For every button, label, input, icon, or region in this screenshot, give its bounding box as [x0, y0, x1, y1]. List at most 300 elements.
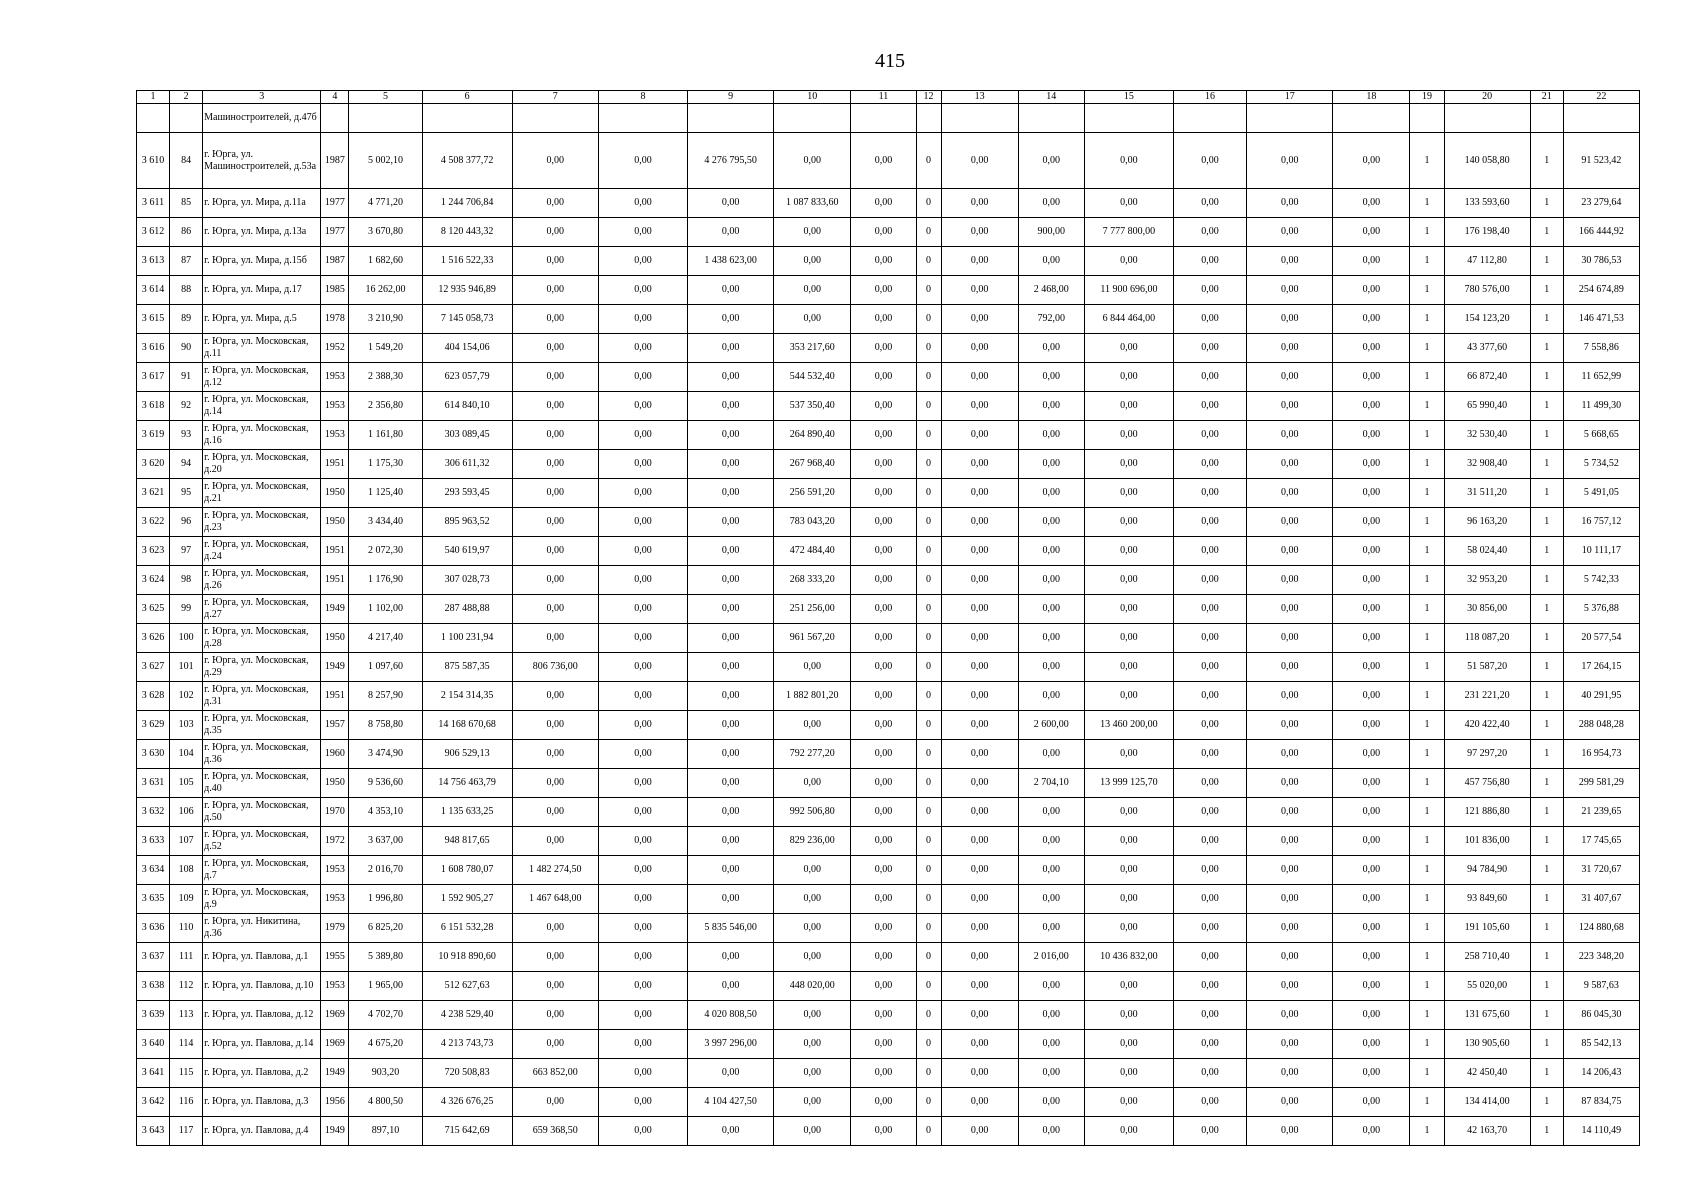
table-cell: 105	[170, 769, 203, 798]
table-cell: 0,00	[1247, 798, 1333, 827]
table-row	[137, 914, 1640, 943]
table-cell: 0,00	[1018, 624, 1084, 653]
table-cell: 7 145 058,73	[422, 305, 512, 334]
table-cell: 0,00	[851, 1001, 916, 1030]
table-cell: 0,00	[598, 537, 687, 566]
table-cell: 1953	[321, 972, 349, 1001]
table-cell: 3 632	[137, 798, 170, 827]
table-cell: 0,00	[1333, 943, 1410, 972]
table-cell: 0,00	[1173, 595, 1246, 624]
table-cell: 0,00	[1173, 305, 1246, 334]
table-cell: 58 024,40	[1444, 537, 1530, 566]
table-cell: 1 682,60	[349, 247, 422, 276]
table-cell: 623 057,79	[422, 363, 512, 392]
table-cell: 0,00	[598, 479, 687, 508]
table-cell: 0,00	[941, 334, 1018, 363]
table-cell: 1 244 706,84	[422, 189, 512, 218]
address-cell: г. Юрга, ул. Московская, д.29	[203, 653, 321, 682]
address-cell: г. Юрга, ул. Мира, д.13а	[203, 218, 321, 247]
table-cell: 0,00	[1084, 624, 1173, 653]
column-number: 20	[1444, 91, 1530, 104]
table-cell: 0,00	[1247, 247, 1333, 276]
table-cell: 0,00	[1333, 247, 1410, 276]
table-cell: 65 990,40	[1444, 392, 1530, 421]
table-row	[137, 798, 1640, 827]
table-cell: 0,00	[1247, 740, 1333, 769]
table-cell: 0	[916, 769, 941, 798]
table-row	[137, 218, 1640, 247]
page-number: 415	[875, 50, 905, 72]
table-row	[137, 856, 1640, 885]
table-cell: 0,00	[598, 827, 687, 856]
table-cell: 0,00	[1173, 218, 1246, 247]
table-cell: 0,00	[851, 856, 916, 885]
table-cell: 1952	[321, 334, 349, 363]
table-cell: 1	[1530, 508, 1563, 537]
table-cell: 0,00	[1018, 740, 1084, 769]
table-cell: 897,10	[349, 1117, 422, 1146]
table-cell: 0,00	[1173, 1001, 1246, 1030]
table-cell: 0,00	[1084, 798, 1173, 827]
table-cell: 0,00	[512, 682, 598, 711]
table-cell: 0,00	[941, 189, 1018, 218]
table-cell: 1	[1410, 653, 1444, 682]
table-cell: 1	[1410, 740, 1444, 769]
table-cell: 0,00	[851, 1117, 916, 1146]
table-cell: 32 530,40	[1444, 421, 1530, 450]
table-cell: 0,00	[1173, 334, 1246, 363]
table-cell: 0,00	[1084, 1030, 1173, 1059]
table-cell: 0,00	[941, 566, 1018, 595]
table-cell: 0,00	[512, 537, 598, 566]
table-cell: 0,00	[941, 508, 1018, 537]
table-cell: 0,00	[1173, 653, 1246, 682]
table-cell: 267 968,40	[774, 450, 851, 479]
table-cell: 0	[916, 392, 941, 421]
table-cell: 0,00	[512, 305, 598, 334]
table-cell: 1	[1530, 189, 1563, 218]
address-cell: г. Юрга, ул. Машиностроителей, д.53а	[203, 133, 321, 189]
table-cell: 0	[916, 363, 941, 392]
table-cell: 3 617	[137, 363, 170, 392]
table-cell: 1	[1410, 1001, 1444, 1030]
table-cell: 3 643	[137, 1117, 170, 1146]
table-cell: 0,00	[1018, 1059, 1084, 1088]
table-cell: 4 771,20	[349, 189, 422, 218]
table-cell: 1 100 231,94	[422, 624, 512, 653]
table-cell: 93 849,60	[1444, 885, 1530, 914]
table-cell: 0	[916, 421, 941, 450]
table-cell: 0,00	[598, 972, 687, 1001]
table-cell: 1	[1530, 479, 1563, 508]
column-number: 7	[512, 91, 598, 104]
table-cell: 0,00	[688, 740, 774, 769]
table-cell: 88	[170, 276, 203, 305]
table-cell: 0,00	[1333, 334, 1410, 363]
table-cell: 0,00	[774, 276, 851, 305]
table-cell: 1 549,20	[349, 334, 422, 363]
table-cell: 659 368,50	[512, 1117, 598, 1146]
table-cell: 118 087,20	[1444, 624, 1530, 653]
table-cell: 1	[1410, 943, 1444, 972]
table-cell: 0,00	[1018, 914, 1084, 943]
table-cell: 0,00	[941, 972, 1018, 1001]
table-cell: 0,00	[598, 508, 687, 537]
table-cell: 0,00	[598, 363, 687, 392]
table-cell: 0,00	[851, 972, 916, 1001]
address-cell: г. Юрга, ул. Московская, д.26	[203, 566, 321, 595]
table-cell: 0,00	[941, 682, 1018, 711]
table-cell: 42 163,70	[1444, 1117, 1530, 1146]
address-cell: г. Юрга, ул. Павлова, д.12	[203, 1001, 321, 1030]
table-cell: 166 444,92	[1563, 218, 1639, 247]
table-cell: 3 611	[137, 189, 170, 218]
continuation-row	[137, 104, 1640, 133]
table-cell: 0,00	[941, 247, 1018, 276]
table-cell: 0,00	[1247, 537, 1333, 566]
table-cell: 0,00	[1247, 972, 1333, 1001]
table-cell: 101 836,00	[1444, 827, 1530, 856]
table-cell: 1	[1410, 595, 1444, 624]
table-cell: 404 154,06	[422, 334, 512, 363]
table-cell: 84	[170, 133, 203, 189]
table-cell: 0,00	[598, 653, 687, 682]
table-cell: 0,00	[1084, 537, 1173, 566]
table-cell: 0	[916, 653, 941, 682]
table-row	[137, 450, 1640, 479]
table-cell: 0,00	[851, 566, 916, 595]
table-cell: 0,00	[1333, 363, 1410, 392]
table-cell: 806 736,00	[512, 653, 598, 682]
table-cell: 1950	[321, 624, 349, 653]
table-cell: 0	[916, 943, 941, 972]
table-cell: 0,00	[1084, 827, 1173, 856]
table-cell: 96 163,20	[1444, 508, 1530, 537]
table-row	[137, 305, 1640, 334]
table-cell: 109	[170, 885, 203, 914]
table-cell: 0,00	[1018, 508, 1084, 537]
table-cell: 0,00	[1247, 133, 1333, 189]
table-cell: 0,00	[941, 711, 1018, 740]
table-cell: 0,00	[1173, 363, 1246, 392]
table-cell: 0,00	[1173, 1117, 1246, 1146]
table-cell: 3 618	[137, 392, 170, 421]
table-cell: 0	[916, 624, 941, 653]
table-cell: 0,00	[512, 943, 598, 972]
table-cell: 0,00	[851, 914, 916, 943]
table-row	[137, 972, 1640, 1001]
table-cell: 306 611,32	[422, 450, 512, 479]
table-cell: 0	[916, 1001, 941, 1030]
table-cell: 6 151 532,28	[422, 914, 512, 943]
table-cell: 0,00	[1173, 1030, 1246, 1059]
table-cell: 3 620	[137, 450, 170, 479]
table-cell: 0,00	[1247, 334, 1333, 363]
table-cell: 1957	[321, 711, 349, 740]
table-cell: 1	[1530, 334, 1563, 363]
table-cell: 0,00	[774, 653, 851, 682]
table-cell: 264 890,40	[774, 421, 851, 450]
table-cell: 0,00	[598, 1030, 687, 1059]
table-cell: 0,00	[598, 421, 687, 450]
table-cell: 0,00	[1173, 885, 1246, 914]
table-cell: 353 217,60	[774, 334, 851, 363]
table-cell: 0,00	[1247, 450, 1333, 479]
table-cell: 0,00	[1173, 972, 1246, 1001]
table-cell: 0,00	[941, 218, 1018, 247]
table-cell: 0,00	[688, 682, 774, 711]
table-cell: 17 745,65	[1563, 827, 1639, 856]
table-cell: 0,00	[1018, 595, 1084, 624]
table-cell: 0,00	[941, 943, 1018, 972]
table-cell: 3 623	[137, 537, 170, 566]
table-cell: 100	[170, 624, 203, 653]
address-cell: г. Юрга, ул. Московская, д.28	[203, 624, 321, 653]
table-cell: 1	[1410, 133, 1444, 189]
table-cell: 1979	[321, 914, 349, 943]
table-cell: 0,00	[688, 856, 774, 885]
column-number: 14	[1018, 91, 1084, 104]
table-cell: 1	[1530, 595, 1563, 624]
table-cell: 0,00	[1333, 885, 1410, 914]
address-cell: г. Юрга, ул. Мира, д.15б	[203, 247, 321, 276]
table-cell: 3 628	[137, 682, 170, 711]
table-cell: 0,00	[688, 566, 774, 595]
table-cell: 663 852,00	[512, 1059, 598, 1088]
table-cell: 0,00	[1333, 972, 1410, 1001]
column-number: 9	[688, 91, 774, 104]
table-cell: 900,00	[1018, 218, 1084, 247]
table-cell: 287 488,88	[422, 595, 512, 624]
table-cell: 191 105,60	[1444, 914, 1530, 943]
table-cell: 1953	[321, 856, 349, 885]
table-cell: 1	[1410, 827, 1444, 856]
table-cell: 0,00	[1018, 392, 1084, 421]
table-cell: 0,00	[851, 1030, 916, 1059]
table-cell: 0,00	[688, 972, 774, 1001]
table-row	[137, 624, 1640, 653]
table-cell: 10 111,17	[1563, 537, 1639, 566]
table-cell: 1	[1530, 856, 1563, 885]
table-cell: 0,00	[598, 276, 687, 305]
table-cell: 299 581,29	[1563, 769, 1639, 798]
table-cell: 133 593,60	[1444, 189, 1530, 218]
table-cell: 0,00	[1018, 682, 1084, 711]
table-cell: 0,00	[598, 769, 687, 798]
table-cell: 0,00	[512, 247, 598, 276]
column-number: 5	[349, 91, 422, 104]
column-number: 2	[170, 91, 203, 104]
address-cell: г. Юрга, ул. Московская, д.20	[203, 450, 321, 479]
address-cell: г. Юрга, ул. Московская, д.35	[203, 711, 321, 740]
table-cell: 17 264,15	[1563, 653, 1639, 682]
table-cell: 0,00	[941, 595, 1018, 624]
table-cell: 0,00	[851, 305, 916, 334]
table-cell: 0,00	[512, 798, 598, 827]
table-cell: 0,00	[688, 508, 774, 537]
table-cell: 1	[1410, 914, 1444, 943]
table-cell: 9 587,63	[1563, 972, 1639, 1001]
table-cell: 0,00	[851, 1059, 916, 1088]
table-cell: 4 326 676,25	[422, 1088, 512, 1117]
table-cell: 1	[1410, 682, 1444, 711]
table-cell: 0,00	[512, 479, 598, 508]
table-cell: 0,00	[941, 624, 1018, 653]
column-number: 11	[851, 91, 916, 104]
table-cell: 992 506,80	[774, 798, 851, 827]
table-cell: 0	[916, 827, 941, 856]
table-cell: 0,00	[512, 769, 598, 798]
table-cell: 961 567,20	[774, 624, 851, 653]
table-cell: 0,00	[688, 943, 774, 972]
table-cell: 457 756,80	[1444, 769, 1530, 798]
table-cell: 0,00	[1247, 653, 1333, 682]
table-cell: 0,00	[851, 769, 916, 798]
table-cell: 3 636	[137, 914, 170, 943]
table-cell: 1	[1410, 363, 1444, 392]
table-cell: 0,00	[688, 798, 774, 827]
table-cell: 3 634	[137, 856, 170, 885]
table-cell: 0,00	[1084, 363, 1173, 392]
table-cell: 0,00	[688, 450, 774, 479]
table-cell: 0,00	[851, 943, 916, 972]
table-cell: 1950	[321, 769, 349, 798]
table-cell: 1987	[321, 247, 349, 276]
table-cell: 223 348,20	[1563, 943, 1639, 972]
table-cell: 1 135 633,25	[422, 798, 512, 827]
table-cell: 87	[170, 247, 203, 276]
table-cell: 0,00	[941, 885, 1018, 914]
table-cell: 0,00	[1247, 914, 1333, 943]
table-cell: 11 652,99	[1563, 363, 1639, 392]
table-row	[137, 653, 1640, 682]
table-cell: 99	[170, 595, 203, 624]
address-cell: г. Юрга, ул. Московская, д.40	[203, 769, 321, 798]
table-cell: 0,00	[941, 798, 1018, 827]
table-cell: 4 276 795,50	[688, 133, 774, 189]
table-cell: 0,00	[1084, 653, 1173, 682]
table-cell: 420 422,40	[1444, 711, 1530, 740]
table-cell: 0,00	[941, 479, 1018, 508]
table-cell: 0,00	[851, 798, 916, 827]
table-cell: 0,00	[941, 740, 1018, 769]
table-cell: 3 631	[137, 769, 170, 798]
table-cell: 1 102,00	[349, 595, 422, 624]
table-cell: 1	[1530, 682, 1563, 711]
table-cell: 0,00	[688, 595, 774, 624]
table-cell: 1 176,90	[349, 566, 422, 595]
address-cell: г. Юрга, ул. Никитина, д.36	[203, 914, 321, 943]
table-cell: 3 997 296,00	[688, 1030, 774, 1059]
table-cell: 0,00	[1247, 566, 1333, 595]
table-cell: 0,00	[1018, 450, 1084, 479]
table-cell: 0,00	[1247, 682, 1333, 711]
table-cell: 1	[1530, 276, 1563, 305]
table-cell: 0,00	[1247, 421, 1333, 450]
table-cell: 0,00	[598, 711, 687, 740]
table-cell: 94	[170, 450, 203, 479]
table-cell: 307 028,73	[422, 566, 512, 595]
table-cell: 85 542,13	[1563, 1030, 1639, 1059]
table-cell: 4 702,70	[349, 1001, 422, 1030]
table-cell: 66 872,40	[1444, 363, 1530, 392]
table-cell: 111	[170, 943, 203, 972]
table-cell: 3 641	[137, 1059, 170, 1088]
table-cell: 8 120 443,32	[422, 218, 512, 247]
continuation-address: Машиностроителей, д.47б	[203, 104, 321, 133]
table-cell: 4 238 529,40	[422, 1001, 512, 1030]
table-cell: 0,00	[1173, 711, 1246, 740]
table-cell: 3 622	[137, 508, 170, 537]
table-cell: 0,00	[1333, 305, 1410, 334]
address-cell: г. Юрга, ул. Московская, д.11	[203, 334, 321, 363]
table-cell: 0	[916, 682, 941, 711]
table-cell: 0,00	[598, 624, 687, 653]
address-cell: г. Юрга, ул. Московская, д.31	[203, 682, 321, 711]
table-cell: 31 720,67	[1563, 856, 1639, 885]
table-cell: 0,00	[1333, 421, 1410, 450]
table-cell: 0,00	[1247, 189, 1333, 218]
table-cell: 0,00	[688, 885, 774, 914]
table-cell: 0,00	[688, 1117, 774, 1146]
table-cell: 0	[916, 247, 941, 276]
table-cell: 1 125,40	[349, 479, 422, 508]
table-cell: 0,00	[1247, 827, 1333, 856]
table-cell: 303 089,45	[422, 421, 512, 450]
table-row	[137, 1030, 1640, 1059]
table-cell: 1	[1530, 914, 1563, 943]
table-cell: 0,00	[1247, 769, 1333, 798]
table-cell: 106	[170, 798, 203, 827]
table-cell: 1	[1410, 885, 1444, 914]
table-cell: 4 675,20	[349, 1030, 422, 1059]
table-cell: 0,00	[774, 1059, 851, 1088]
table-cell: 0,00	[1173, 682, 1246, 711]
column-number: 16	[1173, 91, 1246, 104]
column-number: 17	[1247, 91, 1333, 104]
table-cell: 0,00	[512, 508, 598, 537]
table-cell: 268 333,20	[774, 566, 851, 595]
register-table	[136, 90, 1640, 1146]
table-cell: 2 468,00	[1018, 276, 1084, 305]
table-cell: 5 002,10	[349, 133, 422, 189]
table-row	[137, 682, 1640, 711]
address-cell: г. Юрга, ул. Павлова, д.3	[203, 1088, 321, 1117]
table-cell: 0,00	[688, 653, 774, 682]
table-row	[137, 508, 1640, 537]
table-cell: 93	[170, 421, 203, 450]
address-cell: г. Юрга, ул. Московская, д.21	[203, 479, 321, 508]
table-row	[137, 1088, 1640, 1117]
table-cell: 55 020,00	[1444, 972, 1530, 1001]
table-cell: 0,00	[941, 1030, 1018, 1059]
table-cell: 0,00	[512, 363, 598, 392]
table-cell: 1950	[321, 479, 349, 508]
table-cell: 0,00	[1173, 740, 1246, 769]
table-cell: 0,00	[1247, 479, 1333, 508]
table-cell: 0,00	[1018, 1117, 1084, 1146]
table-cell: 5 734,52	[1563, 450, 1639, 479]
table-cell: 0,00	[1333, 1030, 1410, 1059]
table-cell: 251 256,00	[774, 595, 851, 624]
table-cell: 948 817,65	[422, 827, 512, 856]
table-cell: 1969	[321, 1030, 349, 1059]
address-cell: г. Юрга, ул. Московская, д.7	[203, 856, 321, 885]
table-cell: 1	[1410, 624, 1444, 653]
table-cell: 0,00	[941, 276, 1018, 305]
table-cell: 0,00	[512, 595, 598, 624]
table-cell: 1 882 801,20	[774, 682, 851, 711]
